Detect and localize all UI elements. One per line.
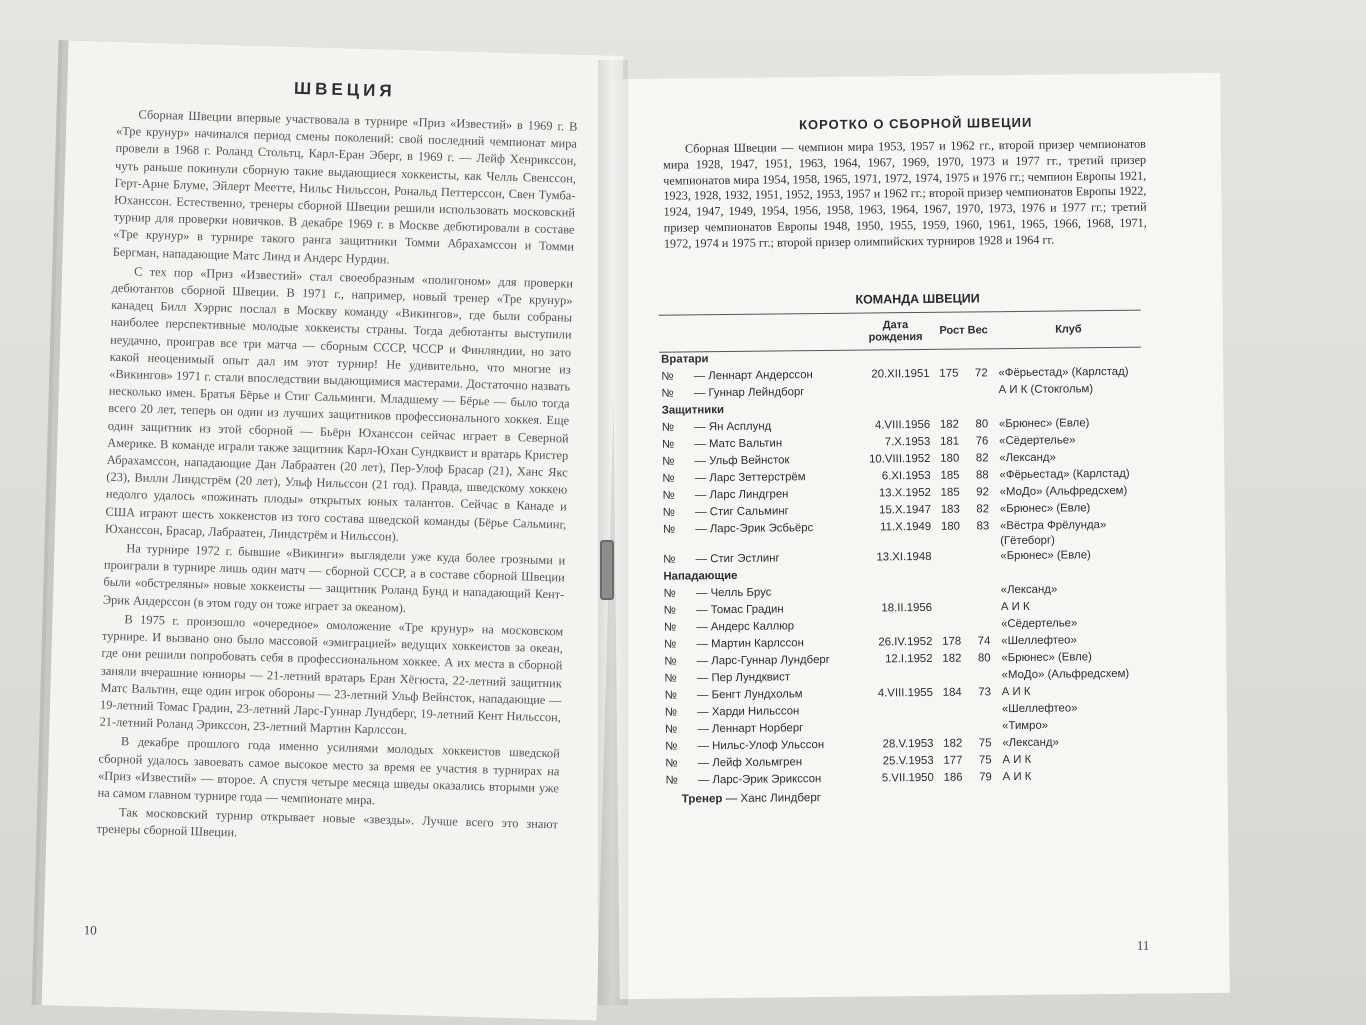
player-birth-date: 10.VIII.1952 bbox=[868, 452, 931, 466]
player-club: «Сёдертелье» bbox=[1000, 616, 1078, 630]
player-club: «Шеллефтео» bbox=[1001, 633, 1077, 647]
player-weight bbox=[969, 668, 999, 685]
paragraph: Сборная Швеции — чемпион мира 1953, 1957 и 1962 гг., второй призер чемпионатов мира 1928, 1947, 1951, 1963, 1964, 1967, 1969, 1970, 1973 и 1977 гг., третий призер чемпионатов мира 1954, 1958, 1965, 1971, 1972, 1974, 1975 и 1976 гг.; чемпион Европы 1921, 1923, 1928, 1932, 1951, 1952, 1953, 1957 и 1962 гг.; второй призер чемпионатов Европы 1922, 1924, 1947, 1949, 1954, 1956, 1958, 1963, 1964, 1967, 1970, 1973, 1976 и 1977 гг.; третий призер чемпионатов Европы 1948, 1950, 1955, 1959, 1960, 1961, 1965, 1966, 1968, 1971, 1972, 1974 и 1975 гг.; второй призер олимпийских турниров 1928 и 1964 гг. bbox=[663, 136, 1147, 251]
player-height: 182 bbox=[943, 737, 963, 750]
roster-table bbox=[659, 309, 1146, 790]
player-birth-date: 5.VII.1950 bbox=[881, 771, 934, 784]
player-name: — Пер Лундквист bbox=[696, 670, 791, 684]
group-label: Защитники bbox=[661, 403, 724, 417]
page-number: 11 bbox=[1136, 937, 1150, 953]
player-weight bbox=[969, 600, 999, 617]
right-page bbox=[610, 73, 1230, 999]
group-label: Вратари bbox=[661, 352, 709, 366]
player-number: № bbox=[662, 455, 675, 468]
player-weight: 92 bbox=[976, 485, 989, 498]
player-height bbox=[934, 583, 969, 600]
paragraph: На турнире 1972 г. бывшие «Викинги» выглядели уже куда более грозными и проиграли в турнире лишь один матч — сборной СССР, а в составе сборной Швеции были «обстреляны» новые хоккеисты — защитник Роланд Бунд и нападающий Кент-Эрик Андерссон (в этом году он тоже играет за океаном). bbox=[102, 541, 566, 615]
paragraph: С тех пор «Приз «Известий» стал своеобразным «полигоном» для проверки дебютантов сборной Швеции. В 1971 г., например, новый тренер «Тре крунур» канадец Билл Хэррис послал в Москву команду «Викингов», где были собраны наиболее перспективные молодые хоккеисты страны. Тогда дебютанты выступили неудачно, проиграв все три матча — сборным СССР, ЧССР и Финляндии, но зато какой неоценимый опыт дал им этот турнир! Не удивительно, что многие из «Викингов» 1971 г. стали впоследствии выдающимися мастерами. Достаточно назвать несколько имен. Братья Бёрье и Стиг Сальминги. Младшему — Бёрье — было тогда всего 20 лет, теперь он один из лучших защитников профессионального хоккея. Еще один защитник из этой сборной — Бьёрн Юханссон сейчас играет в Северной Америке. В команде играли также защитник Карл-Юхан Сундквист и вратарь Кристер Абрахамссон, нападающие Дан Лабраатен (20 лет), Пер-Улоф Брасар (21), Ханс Якс (23), Вилли Линдстрём (20 лет), Ульф Нильссон (21 год). Правда, шведскому хоккею недолго удалось «пожинать плоды» открытых юных талантов. Сейчас в Канаде и США играют шесть хоккеистов из того состава шведской команды (Бёрье Сальминг, Юханссон, Брасар, Лабраатен, Линдстрём и Нильссон). bbox=[104, 264, 574, 544]
header-birth: Дата рождения bbox=[868, 318, 923, 344]
player-number: № bbox=[663, 604, 677, 617]
player-number: № bbox=[664, 672, 677, 685]
player-club: А И К (Стокгольм) bbox=[998, 382, 1094, 396]
player-weight bbox=[968, 549, 998, 566]
article-body bbox=[46, 104, 621, 852]
player-birth-date: 6.XI.1953 bbox=[881, 469, 931, 482]
player-club: «МоДо» (Альфредсхем) bbox=[1001, 667, 1130, 681]
player-name: — Ларс-Эрик Эрикссон bbox=[697, 772, 822, 786]
player-weight bbox=[970, 702, 1000, 719]
book-spine bbox=[598, 60, 628, 1005]
player-number: № bbox=[663, 553, 676, 566]
player-weight: 75 bbox=[978, 753, 992, 766]
player-name: — Леннарт Норберг bbox=[697, 721, 804, 735]
player-club: «Фёрьестад» (Карлстад) bbox=[999, 467, 1130, 481]
player-name: — Нильс-Улоф Ульссон bbox=[697, 738, 825, 752]
player-weight: 73 bbox=[978, 685, 992, 698]
player-height: 185 bbox=[940, 486, 960, 499]
player-birth-date: 7.X.1953 bbox=[884, 435, 931, 448]
player-number: № bbox=[665, 740, 678, 753]
left-page bbox=[42, 40, 624, 1020]
player-name: — Стиг Эстлинг bbox=[695, 552, 780, 565]
player-number: № bbox=[661, 421, 675, 434]
player-number: № bbox=[664, 706, 678, 719]
player-height: 175 bbox=[939, 367, 959, 380]
player-height bbox=[935, 668, 970, 685]
player-club: «Тимро» bbox=[1002, 719, 1049, 732]
player-height: 185 bbox=[940, 469, 960, 482]
player-weight: 80 bbox=[975, 417, 989, 430]
player-club: «Фёрьестад» (Карлстад) bbox=[998, 365, 1129, 379]
player-height: 182 bbox=[942, 652, 962, 665]
player-birth-date: 28.V.1953 bbox=[882, 737, 934, 750]
paragraph: В 1975 г. произошло «очередное» омоложение «Тре крунур» на московском турнире. И вызвано оно было массовой «эмиграцией» ведущих хоккеистов за океан, где они решили попробовать себя в профессиональном хоккее. А их места в сборной заняли вчерашние юниоры — 21-летний вратарь Еран Хёгюста, 22-летний защитник Матс Вальтин, еще один игрок обороны — 23-летний Ульф Вейнсток, нападающие — 19-летний Томас Градин, 23-летний Ларс-Гуннар Лундберг, 19-летний Кент Нильссон, 21-летний Роланд Эрикссон, 23-летний Мартин Карлссон. bbox=[99, 612, 564, 738]
player-height: 181 bbox=[940, 435, 960, 448]
player-birth-date bbox=[864, 702, 935, 720]
intro-text bbox=[611, 136, 1222, 253]
paragraph: В декабре прошлого года именно усилиями молодых хоккеистов шведской сборной удалось завоевать самое высокое место за время ее участия в турнирах на «Приз «Известий» — второе. А спустя четыре месяца шведы оказались вторыми уже на самом главном турнире года — чемпионате мира. bbox=[97, 734, 561, 808]
header-height-weight: Рост Вес bbox=[939, 323, 988, 337]
player-weight: 74 bbox=[977, 634, 991, 647]
table-header-row bbox=[659, 310, 1141, 352]
player-height bbox=[934, 617, 969, 634]
player-name: — Мартин Карлссон bbox=[696, 636, 804, 650]
player-name: — Матс Вальтин bbox=[694, 437, 783, 450]
team-title: КОМАНДА ШВЕЦИИ bbox=[855, 290, 980, 307]
player-height bbox=[934, 600, 969, 617]
paragraph: Сборная Швеции впервые участвовала в турнире «Приз «Известий» в 1969 г. В «Тре крунур» начинался период смены поколений: свой последний чемпионат мира провели в 1968 г. Роланд Стольтц, Карл-Еран Эберг, в 1969 г. — Лейф Хенрикссон, чуть раньше покинули сборную такие выдающиеся хоккеисты, как Челль Свенссон, Герт-Арне Блуме, Эйлерт Меетте, Нильс Нильссон, Рональд Петтерссон, Свен Тумба-Юханссон. Естественно, тренеры сборной Швеции решили использовать московский турнир для проверки новичков. В декабре 1969 г. в Москве дебютировали в составе «Тре крунур» в турнире такого ранга защитники Томми Абрахамссон и Томми Бергман, нападающие Матс Линд и Андерс Нурдин. bbox=[112, 107, 578, 267]
player-name: — Ларс-Гуннар Лундберг bbox=[696, 653, 830, 667]
player-club: «Лександ» bbox=[999, 451, 1056, 464]
player-number: № bbox=[661, 387, 674, 400]
player-club: «Брюнес» (Евле) bbox=[1000, 548, 1091, 562]
player-name: — Лейф Хольмгрен bbox=[697, 755, 803, 769]
player-name: — Харди Нильссон bbox=[697, 704, 800, 718]
player-name: — Андерс Каллюр bbox=[696, 619, 795, 633]
player-name: — Леннарт Андерссон bbox=[693, 368, 813, 382]
player-height bbox=[935, 702, 970, 719]
player-club: А И К bbox=[1002, 753, 1032, 766]
player-club: «Лександ» bbox=[1002, 736, 1059, 749]
player-weight: 79 bbox=[979, 770, 992, 783]
player-number: № bbox=[661, 438, 675, 451]
player-club: А И К bbox=[1002, 770, 1032, 783]
player-name: — Стиг Сальминг bbox=[695, 504, 789, 518]
player-weight: 80 bbox=[977, 651, 991, 664]
player-name: — Ларс-Эрик Эсбьёрс bbox=[695, 521, 814, 535]
player-weight: 72 bbox=[974, 366, 988, 379]
player-birth-date bbox=[864, 719, 935, 737]
player-birth-date bbox=[863, 668, 934, 686]
player-height: 180 bbox=[940, 452, 960, 465]
player-club: «МоДо» (Альфредсхем) bbox=[999, 484, 1128, 498]
player-number: № bbox=[662, 472, 675, 485]
player-birth-date: 11.X.1949 bbox=[880, 520, 932, 533]
player-number: № bbox=[665, 757, 678, 770]
section-title: КОРОТКО О СБОРНОЙ ШВЕЦИИ bbox=[798, 114, 1033, 133]
roster-body bbox=[659, 347, 1146, 791]
player-birth-date: 4.VIII.1955 bbox=[877, 686, 933, 700]
player-birth-date: 15.X.1947 bbox=[879, 503, 932, 517]
player-club: «Брюнес» (Евле) bbox=[998, 416, 1090, 430]
player-club: «Брюнес» (Евле) bbox=[999, 501, 1091, 515]
player-weight: 83 bbox=[976, 519, 990, 532]
player-club: А И К bbox=[1001, 685, 1031, 698]
player-number: № bbox=[663, 587, 676, 600]
paragraph: Так московский турнир открывает новые «звезды». Лучше всего это знают тренеры сборной Швеции. bbox=[96, 805, 559, 840]
player-club: «Брюнес» (Евле) bbox=[1001, 650, 1092, 664]
player-club: «Лександ» bbox=[1000, 583, 1058, 596]
player-number: № bbox=[663, 621, 677, 634]
player-name: — Ларс Линдгрен bbox=[694, 487, 789, 501]
player-club: «Сёдертелье» bbox=[999, 433, 1076, 447]
player-weight bbox=[969, 617, 999, 634]
player-name: — Томас Градин bbox=[696, 603, 784, 616]
player-number: № bbox=[664, 689, 677, 702]
player-height: 186 bbox=[943, 771, 963, 784]
player-birth-date bbox=[860, 383, 931, 401]
player-birth-date: 12.I.1952 bbox=[885, 652, 933, 665]
player-birth-date: 18.II.1956 bbox=[881, 601, 933, 614]
player-height: 177 bbox=[943, 754, 963, 767]
player-name: — Ян Асплунд bbox=[694, 420, 772, 433]
player-height bbox=[935, 719, 970, 736]
player-number: № bbox=[665, 774, 678, 787]
player-height: 183 bbox=[940, 503, 960, 516]
player-weight: 82 bbox=[976, 502, 990, 515]
player-number: № bbox=[664, 638, 677, 651]
player-birth-date: 13.XI.1948 bbox=[876, 550, 932, 564]
player-weight bbox=[968, 583, 998, 600]
player-number: № bbox=[664, 723, 678, 736]
staple bbox=[600, 540, 614, 600]
table-row bbox=[663, 768, 1145, 790]
page-number: 10 bbox=[83, 922, 97, 938]
player-height bbox=[932, 383, 967, 400]
player-number: № bbox=[661, 370, 674, 383]
coach-name: — Ханс Линдберг bbox=[725, 790, 822, 805]
player-birth-date: 4.VIII.1956 bbox=[874, 418, 931, 432]
player-height: 180 bbox=[940, 520, 961, 533]
player-birth-date bbox=[863, 617, 934, 635]
player-name: — Ульф Вейнсток bbox=[694, 453, 790, 467]
player-club: «Шеллефтео» bbox=[1001, 701, 1078, 715]
player-birth-date: 13.X.1952 bbox=[878, 486, 931, 500]
player-number: № bbox=[662, 506, 676, 519]
player-weight: 82 bbox=[975, 451, 989, 464]
player-club: «Вёстра Фрёлунда» (Гётеборг) bbox=[999, 518, 1107, 547]
player-number: № bbox=[664, 655, 677, 668]
player-weight bbox=[970, 719, 1000, 736]
player-name: — Ларс Зеттерстрём bbox=[694, 470, 806, 484]
player-weight: 76 bbox=[975, 434, 989, 447]
player-weight bbox=[966, 383, 996, 400]
player-height: 182 bbox=[939, 418, 959, 431]
player-name: — Бенгт Лундхольм bbox=[696, 687, 803, 701]
player-height bbox=[933, 549, 968, 566]
player-birth-date: 26.IV.1952 bbox=[878, 635, 933, 649]
header-club: Клуб bbox=[1055, 322, 1082, 336]
player-birth-date bbox=[862, 583, 933, 601]
player-name: — Челль Брус bbox=[695, 586, 772, 599]
player-weight: 75 bbox=[978, 736, 992, 749]
player-weight: 88 bbox=[975, 468, 989, 481]
player-birth-date: 25.V.1953 bbox=[882, 754, 934, 767]
group-label: Нападающие bbox=[663, 569, 738, 583]
player-club: А И К bbox=[1000, 600, 1030, 613]
player-number: № bbox=[662, 523, 676, 536]
player-height: 178 bbox=[942, 635, 962, 648]
page-title: ШВЕЦИЯ bbox=[293, 78, 396, 101]
coach-label: Тренер bbox=[681, 791, 723, 806]
player-name: — Гуннар Лейндборг bbox=[693, 385, 805, 399]
player-number: № bbox=[662, 489, 675, 502]
player-birth-date: 20.XII.1951 bbox=[871, 367, 930, 381]
player-height: 184 bbox=[942, 686, 962, 699]
